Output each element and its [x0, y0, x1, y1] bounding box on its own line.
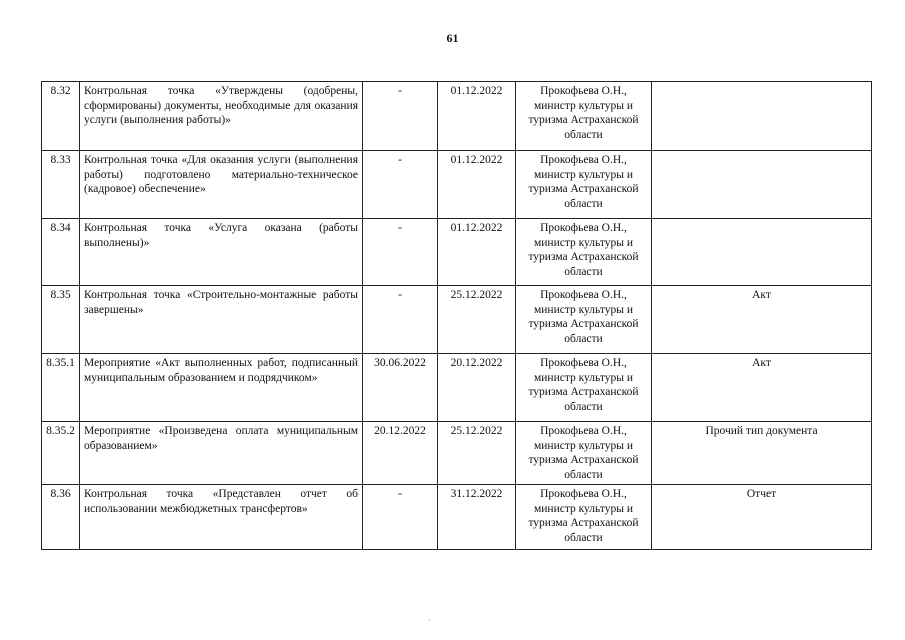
row-document — [652, 151, 872, 219]
row-number: 8.34 — [42, 219, 80, 286]
row-responsible: Прокофьева О.Н., министр культуры и туризма Астраханской области — [516, 151, 652, 219]
row-start-date: - — [363, 151, 438, 219]
row-end-date: 25.12.2022 — [438, 286, 516, 354]
control-points-table — [41, 81, 872, 550]
page-number: 61 — [446, 31, 459, 45]
row-responsible: Прокофьева О.Н., министр культуры и туризма Астраханской области — [516, 219, 652, 286]
table-row — [42, 151, 872, 219]
row-number: 8.36 — [42, 485, 80, 550]
row-end-date: 01.12.2022 — [438, 151, 516, 219]
row-responsible: Прокофьева О.Н., министр культуры и туризма Астраханской области — [516, 485, 652, 550]
row-responsible: Прокофьева О.Н., министр культуры и туризма Астраханской области — [516, 422, 652, 485]
row-end-date: 01.12.2022 — [438, 82, 516, 151]
row-number: 8.35.2 — [42, 422, 80, 485]
row-document — [652, 219, 872, 286]
row-end-date: 01.12.2022 — [438, 219, 516, 286]
table-row — [42, 219, 872, 286]
row-start-date: - — [363, 485, 438, 550]
row-name: Контрольная точка «Утверждены (одобрены, сформированы) документы, необходимые для оказания услуги (выполнения работы)» — [80, 82, 363, 151]
row-document: Отчет — [652, 485, 872, 550]
row-start-date: 20.12.2022 — [363, 422, 438, 485]
row-name: Контрольная точка «Представлен отчет об использовании межбюджетных трансфертов» — [80, 485, 363, 550]
table-row — [42, 422, 872, 485]
row-responsible: Прокофьева О.Н., министр культуры и туризма Астраханской области — [516, 286, 652, 354]
row-end-date: 20.12.2022 — [438, 354, 516, 422]
row-end-date: 31.12.2022 — [438, 485, 516, 550]
row-responsible: Прокофьева О.Н., министр культуры и туризма Астраханской области — [516, 354, 652, 422]
table-row — [42, 286, 872, 354]
scan-speck: · — [428, 616, 431, 625]
row-start-date: 30.06.2022 — [363, 354, 438, 422]
row-start-date: - — [363, 286, 438, 354]
row-responsible: Прокофьева О.Н., министр культуры и туризма Астраханской области — [516, 82, 652, 151]
row-document: Прочий тип документа — [652, 422, 872, 485]
row-number: 8.35.1 — [42, 354, 80, 422]
row-number: 8.32 — [42, 82, 80, 151]
row-start-date: - — [363, 219, 438, 286]
row-document: Акт — [652, 286, 872, 354]
table-row — [42, 485, 872, 550]
row-end-date: 25.12.2022 — [438, 422, 516, 485]
row-document — [652, 82, 872, 151]
table-row — [42, 82, 872, 151]
table-row — [42, 354, 872, 422]
row-name: Мероприятие «Произведена оплата муниципальным образованием» — [80, 422, 363, 485]
row-name: Контрольная точка «Для оказания услуги (выполнения работы) подготовлено материально-техническое (кадровое) обеспечение» — [80, 151, 363, 219]
row-name: Мероприятие «Акт выполненных работ, подписанный муниципальным образованием и подрядчиком» — [80, 354, 363, 422]
row-start-date: - — [363, 82, 438, 151]
row-document: Акт — [652, 354, 872, 422]
row-number: 8.33 — [42, 151, 80, 219]
row-number: 8.35 — [42, 286, 80, 354]
row-name: Контрольная точка «Услуга оказана (работы выполнены)» — [80, 219, 363, 286]
row-name: Контрольная точка «Строительно-монтажные работы завершены» — [80, 286, 363, 354]
